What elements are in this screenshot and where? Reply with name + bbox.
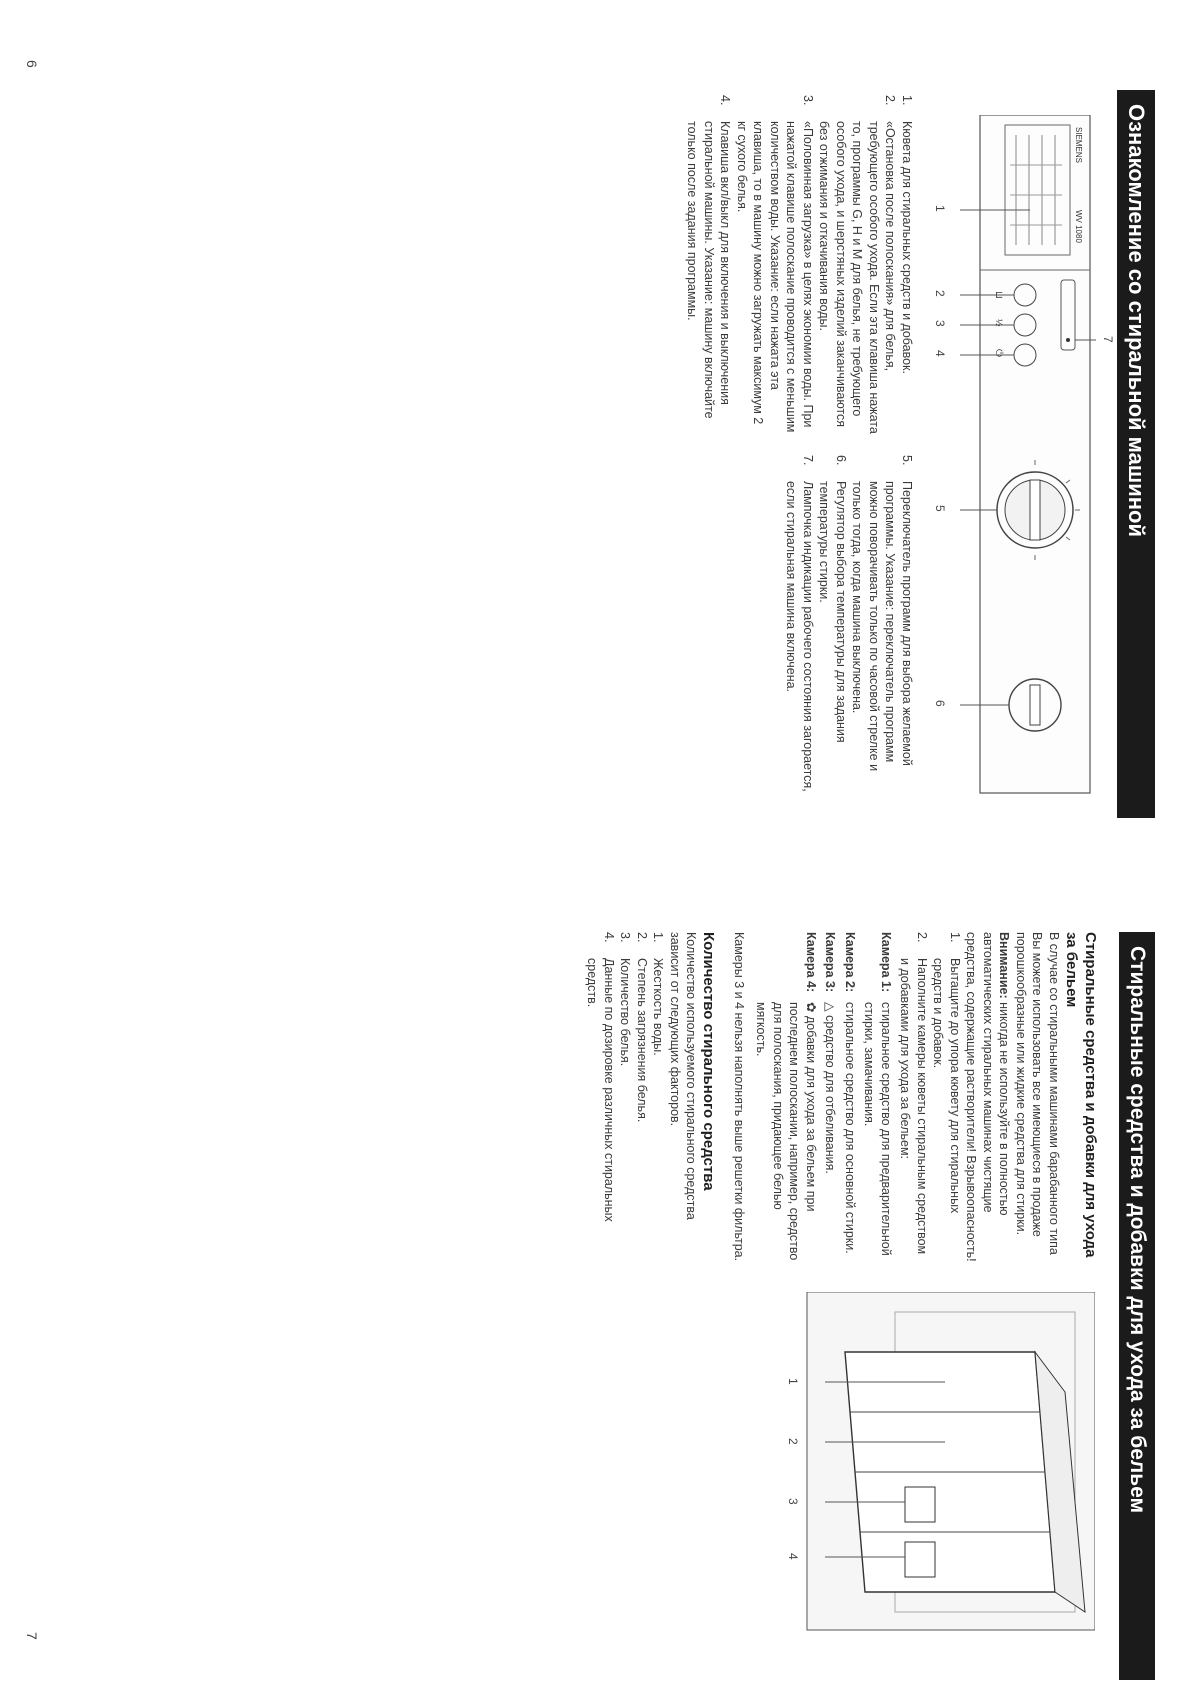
panel-brand: SIEMENS (1074, 127, 1083, 164)
list-item: 6. Регулятор выбора температуры для задания температуры стирки. (817, 455, 848, 743)
chamber-2: Камера 2: стиральное средство для основной стирки. (843, 932, 857, 1254)
callout-4: 4 (933, 350, 947, 357)
list-item: 1. Жесткость воды. (651, 932, 666, 1056)
right-page-title: Стиральные средства и добавки для ухода за бельем (1119, 932, 1155, 1680)
power-symbol-icon: ⏻ (993, 349, 1004, 357)
list-item: 4. Клавиша вкл/выкл для включения и выключения стиральной машины. Указание: машину включайте только после задания программы. (685, 95, 733, 419)
detergent-drawer-illustration (805, 1292, 1095, 1632)
controls-list-1 (684, 95, 915, 435)
right-page (0, 842, 1190, 1684)
callout-3: 3 (933, 320, 947, 327)
right-column-1 (584, 932, 1100, 1262)
bleach-symbol-icon: △ (823, 1002, 838, 1012)
section-title-detergents: Стиральные средства и добавки для ухода за бельем (1063, 932, 1099, 1258)
controls-list-2 (783, 455, 915, 795)
callout-1: 1 (933, 205, 947, 212)
steps-list (897, 932, 963, 1262)
factors-list (584, 932, 667, 1262)
rinse-symbol-icon: ⊔ (993, 291, 1004, 299)
list-item: 2. Степень загрязнения белья. (635, 932, 649, 1123)
half-load-symbol-icon: ½ (994, 319, 1004, 327)
figure-label-2: 2 (786, 1438, 800, 1445)
section-title-quantity: Количество стирального средства (700, 932, 718, 1191)
list-item: 1. Кювета для стиральных средств и добавок. (900, 95, 914, 374)
quantity-intro: Количество используемого стирального средства зависит от следующих факторов. (668, 932, 699, 1220)
callout-2: 2 (933, 290, 947, 297)
chambers-note: Камеры 3 и 4 нельзя наполнять выше решетки фильтра. (732, 932, 746, 1262)
figure-label-1: 1 (786, 1378, 800, 1385)
list-item: 2. «Остановка после полоскания» для белья, требующего особого ухода. Если эта клавиша нажата то, программы G, H и M для белья, не требующего особого ухода, и шерстяных изделий заканчиваются без отжимания и откачивания воды. (817, 95, 898, 434)
list-item: 3. Количество белья. (618, 932, 633, 1067)
chamber-1: Камера 1: стиральное средство для предварительной стирки, замачивания. (862, 932, 893, 1256)
page-number-left: 6 (24, 60, 40, 68)
page-number-right: 7 (24, 1632, 40, 1640)
callout-5: 5 (933, 505, 947, 512)
figure-label-3: 3 (786, 1498, 800, 1505)
figure-label-4: 4 (786, 1553, 800, 1560)
control-panel-illustration (950, 115, 1100, 795)
left-column-2 (783, 455, 915, 795)
list-item: 1. Вытащите до упора кювету для стиральных средств и добавок. (931, 932, 962, 1214)
intro-paragraph: В случае со стиральными машинами барабанного типа Вы можете использовать все имеющиеся в продаже порошкообразные или жидкие средства для стирки. (1014, 932, 1061, 1255)
callout-6: 6 (933, 700, 947, 707)
left-page-title: Ознакомление со стиральной машиной (1117, 90, 1155, 818)
list-item: 4. Данные по дозировке различных стиральных средств. (585, 932, 616, 1222)
callout-7: 7 (1101, 336, 1115, 343)
list-item: 2. Наполните камеры кюветы стиральным средством и добавками для ухода за бельем: (898, 932, 929, 1255)
chamber-3: Камера 3: △ средство для отбеливания. (823, 932, 838, 1174)
list-item: 7. Лампочка индикации рабочего состояния загорается, если стиральная машина включена. (784, 455, 815, 792)
left-column-1 (684, 95, 915, 435)
list-item: 3. «Половинная загрузка» в целях экономии воды. При нажатой клавише полоскание проводится с меньшим количеством воды. Указание: если нажата эта клавиша, то в машину можно загружать максимум 2 кг сухого белья. (735, 95, 815, 433)
indicator-lamp-icon (1066, 338, 1070, 342)
chamber-4: Камера 4: ✿ добавки для ухода за бельем при последнем полоскании, например, средство для полоскания, придающее белью мягкость. (754, 932, 818, 1261)
warning-paragraph: Внимание: никогда не используйте в полностью автоматических стиральных машинах чистящие средства, содержащие растворители! Взрывоопасность! (964, 932, 1012, 1262)
softener-flower-icon: ✿ (804, 1002, 818, 1013)
panel-model: WV 1080 (1074, 210, 1083, 243)
list-item: 5. Переключатель программ для выбора желаемой программы. Указание: переключатель программ можно поворачивать только по часовой стрелке и только тогда, когда машина выключена. (850, 455, 914, 772)
